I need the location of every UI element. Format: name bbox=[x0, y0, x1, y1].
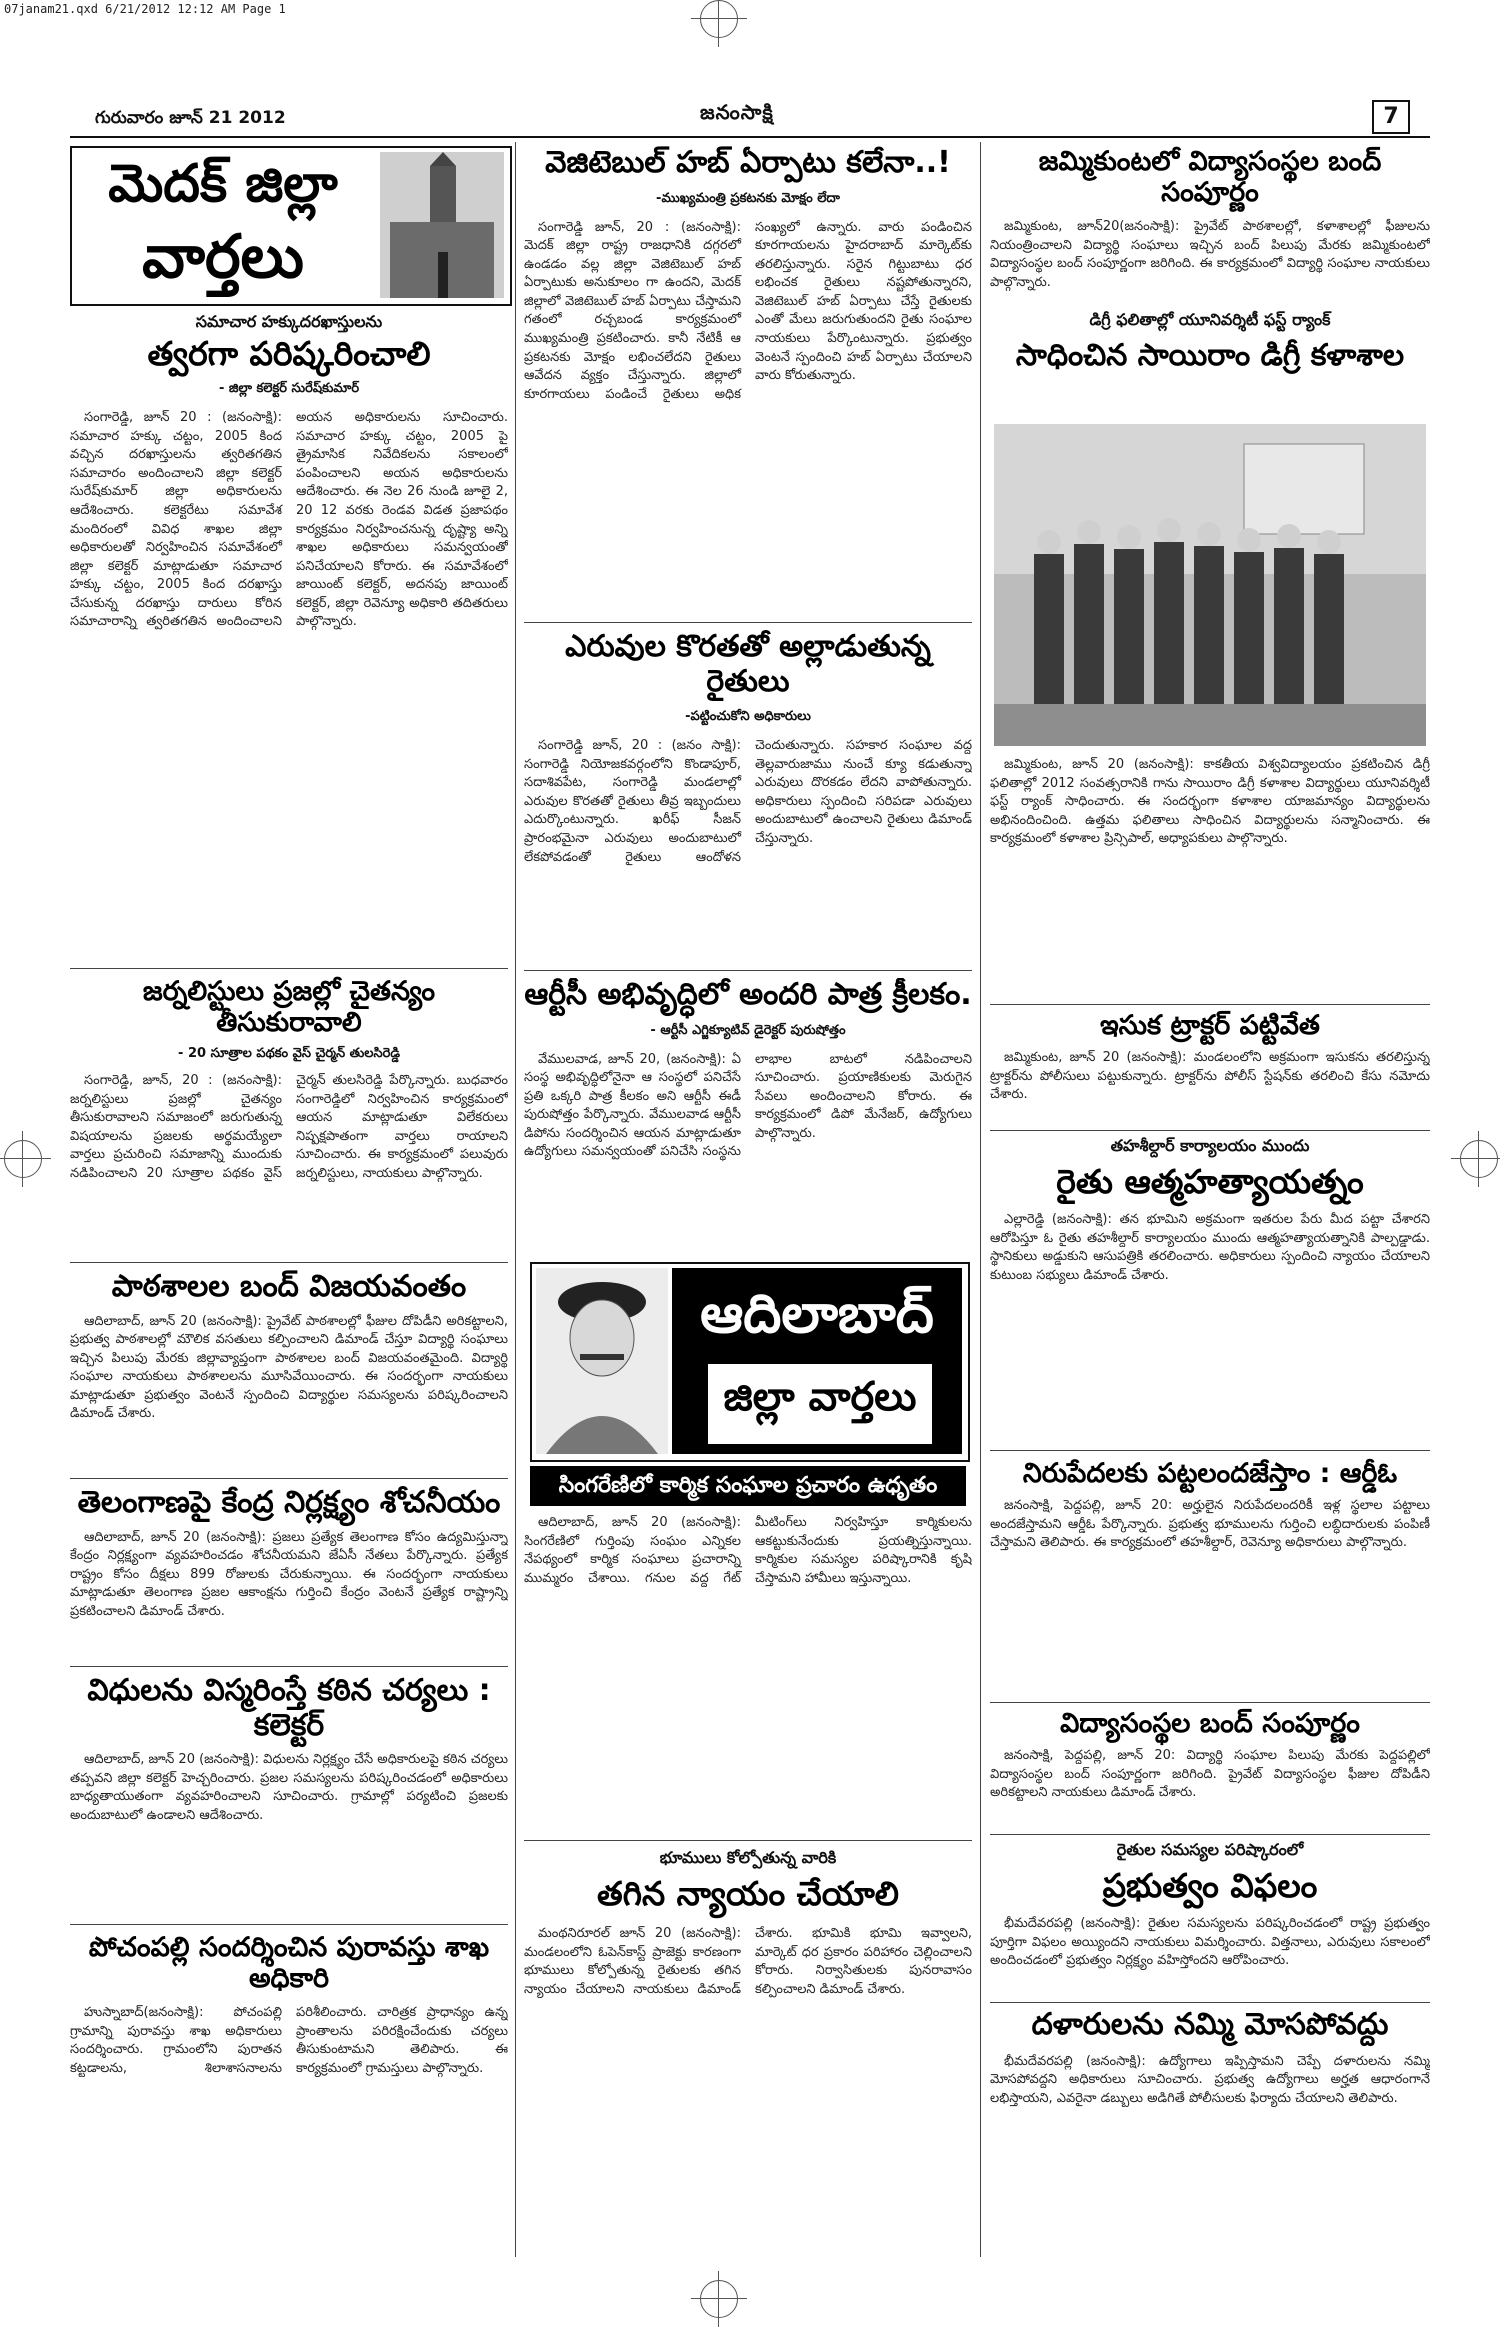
degree-college-body-text: జమ్మికుంట, జూన్ 20 (జనంసాక్షి): కాకతీయ విశ్వవిద్యాలయం ప్రకటించిన డిగ్రీ ఫలితాల్లో 2012 సంవత్సరానికి గాను సాయిరాం డిగ్రీ కళాశాల విద్యార్థులు యూనివర్శిటీ ఫస్ట్ ర్యాంక్ సాధించారు. ఈ సందర్భంగా కళాశాల యాజమాన్యం విద్యార్థులను అభినందించింది. ఉత్తమ ఫలితాలు సాధించిన విద్యార్థులను సన్మానించారు. ఈ కార్యక్రమంలో కళాశాల ప్రిన్సిపాల్, అధ్యాపకులు పాల్గొన్నారు. bbox=[990, 757, 1430, 847]
article-rtc bbox=[524, 978, 972, 1195]
article-farmer-suicide bbox=[990, 1136, 1430, 1429]
veg-hub-byline: -ముఖ్యమంత్రి ప్రకటనకు మోక్షం లేదా bbox=[656, 190, 840, 206]
fertilizer-body-text: సంగారెడ్డి జూన్, 20 : (జనం సాక్షి): సంగారెడ్డి నియోజకవర్గంలోని కొండాపూర్, సదాశివపేట, సంగారెడ్డి మండలాల్లో ఎరువుల కొరతతో రైతులు తీవ్ర ఇబ్బందులు ఎదుర్కొంటున్నారు. ఖరీఫ్ సీజన్ ప్రారంభమైనా ఎరువులు అందుబాటులో లేకపోవడంతో రైతులు ఆందోళన చెందుతున్నారు. సహకార సంఘాల వద్ద తెల్లవారుజాము నుంచే క్యూ కడుతున్నా ఎరువులు దొరకడం లేదని వాపోతున్నారు. అధికారులు స్పందించి సరిపడా ఎరువులు అందుబాటులో ఉంచాలని రైతులు డిమాండ్ చేస్తున్నారు. bbox=[524, 738, 972, 865]
archaeology-body-text: హుస్నాబాద్(జనంసాక్షి): పోచంపల్లి గ్రామాన్ని పురావస్తు శాఖ అధికారులు సందర్శించారు. గ్రామంలోని పురాతన కట్టడాలను, శిలాశాసనాలను పరిశీలించారు. చారిత్రక ప్రాధాన్యం ఉన్న ప్రాంతాలను పరిరక్షించేందుకు చర్యలు తీసుకుంటామని తెలిపారు. ఈ కార్యక్రమంలో గ్రామస్తులు పాల్గొన్నారు. bbox=[70, 2005, 508, 2076]
column-divider-right bbox=[980, 142, 981, 2257]
middlemen-body bbox=[990, 2053, 1430, 2203]
degree-college-kicker: డిగ్రీ ఫలితాల్లో యూనివర్శిటీ ఫస్ట్ ర్యాంక్ bbox=[1089, 310, 1331, 329]
farmer-suicide-headline: రైతు ఆత్మహత్యాయత్నం bbox=[1056, 1162, 1364, 1201]
article-rti bbox=[70, 312, 508, 905]
rule bbox=[524, 970, 972, 971]
veg-hub-body-text: సంగారెడ్డి జూన్, 20 : (జనంసాక్షి): మెదక్ జిల్లా రాష్ట్ర రాజధానికి దగ్గరలో ఉండడం వల్ల జిల్లా వెజిటెబుల్ హబ్ ఏర్పాటుకు అనుకూలం గా ఉందని, మెదక్ జిల్లాలో వెజిటెబుల్ హబ్ ఏర్పాటు చేస్తామని గతంలో రచ్చబండ కార్యక్రమంలో ముఖ్యమంత్రి ప్రకటించారు. కానీ నేటికీ ఆ ప్రకటనకు మోక్షం లభించలేదని రైతులు ఆవేదన వ్యక్తం చేస్తున్నారు. జిల్లాలో కూరగాయలు పండించే రైతులు అధిక సంఖ్యలో ఉన్నారు. వారు పండించిన కూరగాయలను హైదరాబాద్ మార్కెట్‌కు తరలిస్తున్నారు. సరైన గిట్టుబాటు ధర లభించక రైతులు నష్టపోతున్నారని, వెజిటెబుల్ హబ్ ఏర్పాటు చేస్తే రైతులకు ఎంతో మేలు జరుగుతుందని రైతు సంఘాల నాయకులు పేర్కొంటున్నారు. ప్రభుత్వం వెంటనే స్పందించి హబ్ ఏర్పాటు చేయాలని వారు కోరుతున్నారు. bbox=[524, 219, 972, 402]
article-sand-tractor bbox=[990, 1010, 1430, 1121]
church-photo bbox=[380, 152, 504, 298]
article-peddapalli-bandh bbox=[990, 1708, 1430, 1823]
archaeology-headline: పోచంపల్లి సందర్శించిన పురావస్తు శాఖ అధికారి bbox=[88, 1932, 490, 1995]
middlemen-body-text: భీమదేవరపల్లి (జనంసాక్షి): ఉద్యోగాలు ఇప్పిస్తామని చెప్పే దళారులను నమ్మి మోసపోవద్దని అధికారులు సూచించారు. ప్రభుత్వ ఉద్యోగాలు అర్హత ఆధారంగానే లభిస్తాయని, ఎవరైనా డబ్బులు అడిగితే పోలీసులకు ఫిర్యాదు చేయాలని తెలిపారు. bbox=[990, 2053, 1430, 2106]
fertilizer-byline: -పట్టించుకోని అధికారులు bbox=[685, 709, 811, 724]
land-victims-headline: తగిన న్యాయం చేయాలి bbox=[597, 1874, 899, 1913]
rule bbox=[70, 1478, 508, 1479]
rule bbox=[524, 622, 972, 623]
article-collector-adb bbox=[70, 1674, 508, 1961]
jammikunta-bandh-body-text: జమ్మికుంట, జూన్20(జనంసాక్షి): ప్రైవేట్ పాఠశాలల్లో, కళాశాలల్లో ఫీజులను నియంత్రించాలని విద్యార్థి సంఘాలు ఇచ్చిన బంద్ పిలుపు మేరకు జమ్మికుంటలో విద్యాసంస్థల బంద్ సంపూర్ణంగా జరిగింది. ఈ కార్యక్రమంలో విద్యార్థి సంఘాల నాయకులు పాల్గొన్నారు. bbox=[990, 219, 1430, 290]
article-telangana bbox=[70, 1486, 508, 1665]
rule bbox=[70, 968, 508, 969]
medak-banner-line2: వార్తలు bbox=[142, 222, 304, 292]
file-slug: 07janam21.qxd 6/21/2012 12:12 AM Page 1 bbox=[4, 2, 286, 16]
adilabad-banner-line2: జిల్లా వార్తలు bbox=[723, 1374, 917, 1420]
article-housing-sites bbox=[990, 1458, 1430, 1697]
govt-failure-kicker: రైతుల సమస్యల పరిష్కారంలో bbox=[1116, 1840, 1304, 1859]
masthead: జనంసాక్షి bbox=[700, 100, 774, 124]
rti-headline: త్వరగా పరిష్కరించాలి bbox=[147, 334, 431, 373]
journalists-byline: - 20 సూత్రాల పథకం వైస్ చైర్మన్ తులసిరెడ్డి bbox=[178, 1046, 400, 1062]
govt-failure-body bbox=[990, 1915, 1430, 2009]
issue-date: గురువారం జూన్ 21 2012 bbox=[95, 108, 286, 128]
middlemen-headline: దళారులను నమ్మి మోసపోవద్దు bbox=[1031, 2008, 1389, 2042]
sand-tractor-body bbox=[990, 1049, 1430, 1121]
archaeology-body bbox=[70, 2004, 508, 2284]
article-land-victims bbox=[524, 1848, 972, 2225]
collector-adb-body bbox=[70, 1751, 508, 1961]
rule bbox=[990, 1834, 1430, 1835]
singareni-body bbox=[524, 1514, 972, 1832]
housing-sites-body bbox=[990, 1497, 1430, 1697]
adilabad-banner-line1: ఆదిలాబాద్ bbox=[700, 1282, 934, 1345]
header-rule bbox=[70, 136, 1430, 138]
article-fertilizer bbox=[524, 630, 972, 1025]
rule bbox=[990, 2002, 1430, 2003]
peddapalli-bandh-body-text: జనంసాక్షి, పెద్దపల్లి, జూన్ 20: విద్యార్థి సంఘాల పిలుపు మేరకు పెద్దపల్లిలో విద్యాసంస్థల బంద్ సంపూర్ణంగా జరిగింది. ప్రైవేట్ విద్యాసంస్థల ఫీజుల దోపిడీని అరికట్టాలని నాయకులు డిమాండ్ చేశారు. bbox=[990, 1748, 1430, 1801]
land-victims-kicker: భూములు కోల్పోతున్న వారికి bbox=[659, 1848, 837, 1867]
journalists-body-text: సంగారెడ్డి, జూన్, 20 : (జనంసాక్షి): జర్నలిస్టులు ప్రజల్లో చైతన్యం తీసుకురావాలని సమాజంలో జరుగుతున్న విషయాలను ప్రజలకు అర్థమయ్యేలా వార్తలు ప్రచురించి సమాజాన్ని ముందుకు నడిపించాలని 20 సూత్రాల పథకం వైస్ చైర్మన్ తులసిరెడ్డి పేర్కొన్నారు. బుధవారం సంగారెడ్డిలో నిర్వహించిన కార్యక్రమంలో ఆయన మాట్లాడుతూ విలేకరులు నిష్పక్షపాతంగా వార్తలు రాయాలని సూచించారు. ఈ కార్యక్రమంలో పలువురు జర్నలిస్టులు, నాయకులు పాల్గొన్నారు. bbox=[70, 1073, 508, 1182]
singareni-headline: సింగరేణిలో కార్మిక సంఘాల ప్రచారం ఉధృతం bbox=[558, 1473, 938, 1498]
article-singareni bbox=[524, 1514, 972, 1832]
collector-adb-body-text: ఆదిలాబాద్, జూన్ 20 (జనంసాక్షి): విధులను నిర్లక్ష్యం చేసే అధికారులపై కఠిన చర్యలు తప్పవని జిల్లా కలెక్టర్ హెచ్చరించారు. ప్రజల సమస్యలను పరిష్కరించడంలో అధికారులు బాధ్యతాయుతంగా వ్యవహరించాలని సూచించారు. గ్రామాల్లో పర్యటించి ప్రజలకు అందుబాటులో ఉండాలని ఆదేశించారు. bbox=[70, 1752, 508, 1823]
veg-hub-headline: వెజిటెబుల్ హబ్ ఏర్పాటు కలేనా..! bbox=[545, 146, 951, 180]
rti-byline: - జిల్లా కలెక్టర్ సురేష్‌కుమార్ bbox=[218, 380, 360, 396]
article-archaeology bbox=[70, 1932, 508, 2284]
registration-mark-top bbox=[700, 0, 738, 38]
medak-banner bbox=[70, 146, 512, 306]
rule bbox=[70, 1262, 508, 1263]
peddapalli-bandh-body bbox=[990, 1747, 1430, 1823]
rule bbox=[990, 1702, 1430, 1703]
registration-mark-bottom bbox=[700, 2280, 738, 2318]
telangana-body bbox=[70, 1529, 508, 1665]
rti-body bbox=[70, 409, 508, 905]
rule bbox=[524, 1840, 972, 1841]
adilabad-banner bbox=[530, 1262, 970, 1462]
rule bbox=[990, 1130, 1430, 1131]
rtc-body bbox=[524, 1051, 972, 1195]
degree-college-body bbox=[990, 756, 1430, 998]
registration-mark-right bbox=[1460, 1140, 1498, 1178]
farmer-suicide-body-text: ఎల్లారెడ్డి (జనంసాక్షి): తన భూమిని అక్రమంగా ఇతరుల పేరు మీద పట్టా చేశారని ఆరోపిస్తూ ఓ రైతు తహశీల్దార్ కార్యాలయం ముందు ఆత్మహత్యాయత్నానికి పాల్పడ్డాడు. స్థానికులు అడ్డుకుని ఆసుపత్రికి తరలించారు. అధికారులు స్పందించి న్యాయం చేయాలని కుటుంబ సభ్యులు డిమాండ్ చేశారు. bbox=[990, 1211, 1430, 1283]
fertilizer-headline: ఎరువుల కొరతతో అల్లాడుతున్న రైతులు bbox=[565, 630, 931, 699]
farmer-suicide-kicker: తహశీల్దార్ కార్యాలయం ముందు bbox=[1110, 1136, 1310, 1155]
leader-portrait bbox=[536, 1268, 668, 1454]
college-group-photo bbox=[994, 424, 1426, 746]
rtc-headline: ఆర్టీసీ అభివృద్ధిలో అందరి పాత్ర క్రీలకం. bbox=[524, 978, 972, 1012]
school-bandh-adb-headline: పాఠశాలల బంద్ విజయవంతం bbox=[111, 1270, 467, 1304]
adilabad-banner-panel bbox=[672, 1268, 962, 1454]
land-victims-body-text: మంథనిరూరల్ జూన్ 20 (జనంసాక్షి): మండలంలోని ఓపెన్‌కాస్ట్ ప్రాజెక్టు కారణంగా భూములు కోల్పోతున్న రైతులకు తగిన న్యాయం చేయాలని నాయకులు డిమాండ్ చేశారు. భూమికి భూమి ఇవ్వాలని, మార్కెట్ ధర ప్రకారం పరిహారం చెల్లించాలని కోరారు. నిర్వాసితులకు పునరావాసం కల్పించాలని డిమాండ్ చేశారు. bbox=[524, 1925, 972, 1997]
govt-failure-headline: ప్రభుత్వం విఫలం bbox=[1102, 1866, 1318, 1905]
peddapalli-bandh-headline: విద్యాసంస్థల బంద్ సంపూర్ణం bbox=[1060, 1708, 1360, 1739]
school-bandh-adb-body bbox=[70, 1313, 508, 1485]
collector-adb-headline: విధులను విస్మరింస్తే కఠిన చర్యలు : కలెక్టర్ bbox=[87, 1674, 491, 1743]
rule bbox=[70, 1666, 508, 1667]
article-degree-college bbox=[990, 310, 1430, 374]
journalists-headline: జర్నలిస్టులు ప్రజల్లో చైతన్యం తీసుకురావాలి bbox=[142, 976, 436, 1039]
govt-failure-body-text: భీమదేవరపల్లి (జనంసాక్షి): రైతుల సమస్యలను పరిష్కరించడంలో రాష్ట్ర ప్రభుత్వం పూర్తిగా విఫలం అయ్యిందని నాయకులు విమర్శించారు. విత్తనాలు, ఎరువులు సకాలంలో అందించడంలో ప్రభుత్వం నిర్లక్ష్యం వహిస్తోందని ఆరోపించారు. bbox=[990, 1915, 1430, 1969]
article-govt-failure bbox=[990, 1840, 1430, 2009]
rtc-byline: - ఆర్టీసీ ఎగ్జిక్యూటివ్ డైరెక్టర్ పురుషోత్తం bbox=[650, 1022, 846, 1038]
housing-sites-headline: నిరుపేదలకు పట్టలందజేస్తాం : ఆర్డీఓ bbox=[1022, 1458, 1398, 1489]
veg-hub-body bbox=[524, 219, 972, 643]
singareni-headline-bar bbox=[530, 1466, 966, 1506]
telangana-headline: తెలంగాణపై కేంద్ర నిర్లక్ష్యం శోచనీయం bbox=[77, 1486, 501, 1520]
rtc-body-text: వేములవాడ, జూన్ 20, (జనంసాక్షి): ఏ సంస్థ అభివృద్ధిలోనైనా ఆ సంస్థలో పనిచేసే ప్రతి ఒక్కరి పాత్ర కీలకం అని ఆర్టీసీ ఈడీ పురుషోత్తం పేర్కొన్నారు. వేములవాడ ఆర్టీసీ డిపోను సందర్శించిన ఆయన మాట్లాడుతూ ఉద్యోగులు సమన్వయంతో పనిచేసి సంస్థను లాభాల బాటలో నడిపించాలని సూచించారు. ప్రయాణికులకు మెరుగైన సేవలు అందించాలని కోరారు. ఈ కార్యక్రమంలో డిపో మేనేజర్, ఉద్యోగులు పాల్గొన్నారు. bbox=[524, 1051, 972, 1160]
jammikunta-bandh-headline: జమ్మికుంటలో విద్యాసంస్థల బంద్ సంపూర్ణం bbox=[1038, 146, 1382, 209]
journalists-body bbox=[70, 1072, 508, 1278]
rti-kicker: సమాచార హక్కుదరఖాస్తులను bbox=[195, 312, 383, 331]
school-bandh-adb-body-text: ఆదిలాబాద్, జూన్ 20 (జనంసాక్షి): ప్రైవేట్ పాఠశాలల్లో ఫీజుల దోపిడీని అరికట్టాలని, ప్రభుత్వ పాఠశాలల్లో మౌలిక వసతులు కల్పించాలని డిమాండ్ చేస్తూ విద్యార్థి సంఘాలు ఇచ్చిన పిలుపు మేరకు జిల్లావ్యాప్తంగా పాఠశాలల బంద్ విజయవంతమైంది. విద్యార్థి సంఘాల నాయకులు పాఠశాలలను మూసివేయించారు. ఈ సందర్భంగా నాయకులు మాట్లాడుతూ ప్రభుత్వం వెంటనే స్పందించి విద్యార్థుల సమస్యలను పరిష్కరించాలని డిమాండ్ చేశారు. bbox=[70, 1313, 508, 1422]
article-degree-college-text bbox=[990, 756, 1430, 998]
article-middlemen bbox=[990, 2008, 1430, 2203]
page-number: 7 bbox=[1372, 100, 1410, 134]
article-journalists bbox=[70, 976, 508, 1278]
farmer-suicide-body bbox=[990, 1211, 1430, 1429]
registration-mark-left bbox=[4, 1140, 42, 1178]
sand-tractor-body-text: జమ్మికుంట, జూన్ 20 (జనంసాక్షి): మండలంలోని అక్రమంగా ఇసుకను తరలిస్తున్న ట్రాక్టర్‌ను పోలీసులు పట్టుకున్నారు. ట్రాక్టర్‌ను పోలీస్ స్టేషన్‌కు తరలించి కేసు నమోదు చేశారు. bbox=[990, 1050, 1430, 1103]
article-veg-hub bbox=[524, 146, 972, 643]
rule bbox=[990, 1450, 1430, 1451]
article-school-bandh-adb bbox=[70, 1270, 508, 1485]
housing-sites-body-text: జనంసాక్షి, పెద్దపల్లి, జూన్ 20: అర్హులైన నిరుపేదలందరికీ ఇళ్ల స్థలాల పట్టాలు అందజేస్తామని ఆర్డీఓ పేర్కొన్నారు. ప్రభుత్వ భూములను గుర్తించి లబ్ధిదారులకు పంపిణీ చేస్తామని తెలిపారు. ఈ కార్యక్రమంలో తహశీల్దార్, రెవెన్యూ అధికారులు పాల్గొన్నారు. bbox=[990, 1498, 1430, 1551]
degree-college-headline: సాధించిన సాయిరాం డిగ్రీ కళాశాల bbox=[1015, 338, 1405, 373]
rti-body-text: సంగారెడ్డి, జూన్ 20 : (జనంసాక్షి): సమాచార హక్కు చట్టం, 2005 కింద వచ్చిన దరఖాస్తులను త్వరితగతిన సమాచారం అందించాలని జిల్లా కలెక్టర్ సురేష్‌కుమార్ జిల్లా అధికారులను ఆదేశించారు. కలెక్టరేటు సమావేశ మందిరంలో వివిధ శాఖల జిల్లా అధికారులతో నిర్వహించిన సమావేశంలో జిల్లా కలెక్టర్ మాట్లాడుతూ సమాచార హక్కు చట్టం, 2005 కింద దరఖాస్తు చేసుకున్న దరఖాస్తు దారులు కోరిన సమాచారాన్ని త్వరితగతిన అందించాలని అయన అధికారులను సూచించారు. సమాచార హక్కు చట్టం, 2005 పై త్రైమాసిక నివేదికలను సకాలంలో పంపించాలని అయన అధికారులను ఆదేశించారు. ఈ నెల 26 నుండి జూలై 2, 20 12 వరకు రెండవ విడత ప్రజాపథం కార్యక్రమం నిర్వహించనున్న దృష్ట్యా అన్ని శాఖల అధికారులు సమన్వయంతో పనిచేయాలని కోరారు. ఈ సమావేశంలో జాయింట్ కలెక్టర్, అదనపు జాయింట్ కలెక్టర్, జిల్లా రెవెన్యూ అధికారి తదితరులు పాల్గొన్నారు. bbox=[70, 409, 508, 630]
rule bbox=[70, 1924, 508, 1925]
singareni-body-text: ఆదిలాబాద్, జూన్ 20 (జనంసాక్షి): సింగరేణిలో గుర్తింపు సంఘం ఎన్నికల నేపథ్యంలో కార్మిక సంఘాలు ప్రచారాన్ని ముమ్మరం చేశాయి. గనుల వద్ద గేట్ మీటింగ్‌లు నిర్వహిస్తూ కార్మికులను ఆకట్టుకునేందుకు ప్రయత్నిస్తున్నాయి. కార్మికుల సమస్యల పరిష్కారానికి కృషి చేస్తామని హామీలు ఇస్తున్నాయి. bbox=[524, 1515, 972, 1586]
rule bbox=[990, 1004, 1430, 1005]
medak-banner-line1: మెదక్ జిల్లా bbox=[108, 154, 338, 214]
column-divider-left bbox=[515, 142, 516, 2257]
land-victims-body bbox=[524, 1925, 972, 2225]
sand-tractor-headline: ఇసుక ట్రాక్టర్ పట్టివేత bbox=[1100, 1010, 1320, 1041]
article-jammikunta-bandh bbox=[990, 146, 1430, 328]
telangana-body-text: ఆదిలాబాద్, జూన్ 20 (జనంసాక్షి): ప్రజలు ప్రత్యేక తెలంగాణ కోసం ఉద్యమిస్తున్నా కేంద్రం నిర్లక్ష్యంగా వ్యవహరించడం శోచనీయమని జేఏసీ నేతలు పేర్కొన్నారు. ప్రత్యేక రాష్ట్రం కోసం దీక్షలు 899 రోజులకు చేరుకున్నాయి. ఈ సందర్భంగా నాయకులు మాట్లాడుతూ తెలంగాణ ప్రజల ఆకాంక్షను గుర్తించి కేంద్రం వెంటనే ప్రత్యేక రాష్ట్రాన్ని ప్రకటించాలని డిమాండ్ చేశారు. bbox=[70, 1529, 508, 1619]
